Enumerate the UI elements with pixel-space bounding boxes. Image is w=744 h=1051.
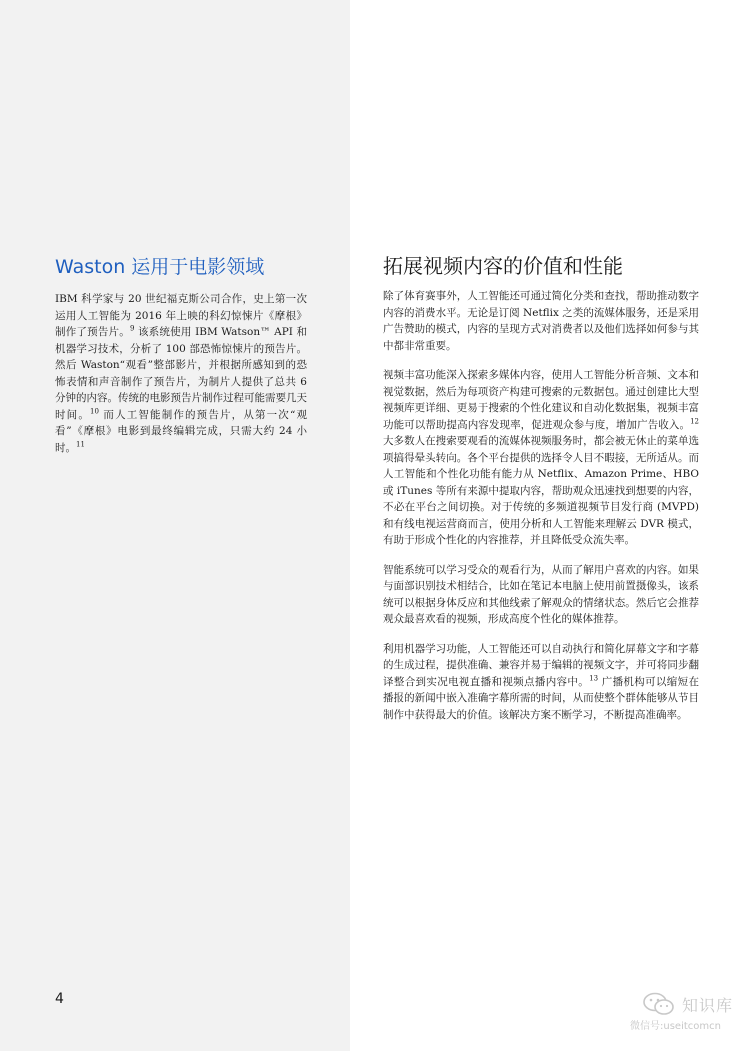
- watermark-name: 知识库: [682, 996, 734, 1015]
- paragraph-2-text-1: 视频丰富功能深入探索多媒体内容，使用人工智能分析音频、文本和视觉数据，然后为每项资产构建可搜索的元数据包。通过创建比大型视频库更详细、更易于搜索的个性化建议和自动化数据集，视频丰富功能可以帮助提高内容发现率，促进观众参与度，增加广告收入。: [383, 369, 699, 431]
- section-title: 拓展视频内容的价值和性能: [383, 254, 623, 278]
- paragraph-3: 智能系统可以学习受众的观看行为，从而了解用户喜欢的内容。如果与面部识别技术相结合，比如在笔记本电脑上使用前置摄像头，该系统可以根据身体反应和其他线索了解观众的情绪状态。然后它会推荐观众最喜欢看的视频，形成高度个性化的媒体推荐。: [383, 563, 699, 625]
- sidebar-body: [55, 291, 307, 456]
- sidebar-panel: [0, 0, 350, 1051]
- watermark-url: 微信号:useitcomcn: [630, 1021, 721, 1032]
- paragraph-4-text-2: 广播机构可以缩短在播报的新闻中嵌入准确字幕所需的时间，从而使整个群体能够从节目制作中获得最大的价值。该解决方案不断学习，不断提高准确率。: [383, 675, 699, 721]
- footnote-ref[interactable]: 10: [89, 407, 99, 415]
- watermark: [630, 990, 740, 1034]
- paragraph-4-text-1: 利用机器学习功能，人工智能还可以自动执行和简化屏幕文字和字幕的生成过程，提供准确、兼容并易于编辑的视频文字，并可将同步翻译整合到实况电视直播和视频点播内容中。: [383, 642, 699, 688]
- wechat-icon: [642, 992, 676, 1016]
- sidebar-text-2: 该系统使用 IBM Watson™ API 和机器学习技术，分析了 100 部恐怖惊悚片的预告片。然后 Waston“观看”整部影片，并根据所感知到的恐怖表情和声音制作了预告片，为制片人提供了总共 6 分钟的内容。传统的电影预告片制作过程可能需要几天时间。: [55, 326, 307, 421]
- footnote-ref[interactable]: 11: [76, 440, 85, 448]
- footnote-ref[interactable]: 13: [589, 674, 599, 682]
- main-body: [383, 288, 699, 736]
- paragraph-4: [383, 641, 699, 724]
- page-number: 4: [55, 991, 64, 1007]
- sidebar-title: Waston 运用于电影领域: [55, 256, 265, 278]
- paragraph-2-text-2: 大多数人在搜索要观看的流媒体视频服务时，都会被无休止的菜单选项搞得晕头转向。各个平台提供的选择令人目不暇接，无所适从。而人工智能和个性化功能有能力从 Netflix、Amazon Prime、HBO 或 iTunes 等所有来源中提取内容，帮助观众迅速找到想要的内容，不必在平台之间切换。对于传统的多频道视频节目发行商 (MVPD) 和有线电视运营商而言，使用分析和人工智能来理解云 DVR 模式，有助于形成个性化的内容推荐，并且降低受众流失率。: [383, 435, 699, 546]
- footnote-ref[interactable]: 9: [129, 324, 135, 333]
- paragraph-2: [383, 367, 699, 549]
- footnote-ref[interactable]: 12: [690, 417, 699, 425]
- sidebar-text-3: 而人工智能制作的预告片，从第一次“观看”《摩根》电影到最终编辑完成，只需大约 24 小时。: [55, 408, 307, 454]
- sidebar-text-1: IBM 科学家与 20 世纪福克斯公司合作，史上第一次运用人工智能为 2016 年上映的科幻惊悚片《摩根》制作了预告片。: [55, 293, 307, 338]
- paragraph-1: 除了体育赛事外，人工智能还可通过简化分类和查找，帮助推动数字内容的消费水平。无论是订阅 Netflix 之类的流媒体服务，还是采用广告赞助的模式，内容的呈现方式对消费者以及他们选择如何参与其中都非常重要。: [383, 290, 699, 352]
